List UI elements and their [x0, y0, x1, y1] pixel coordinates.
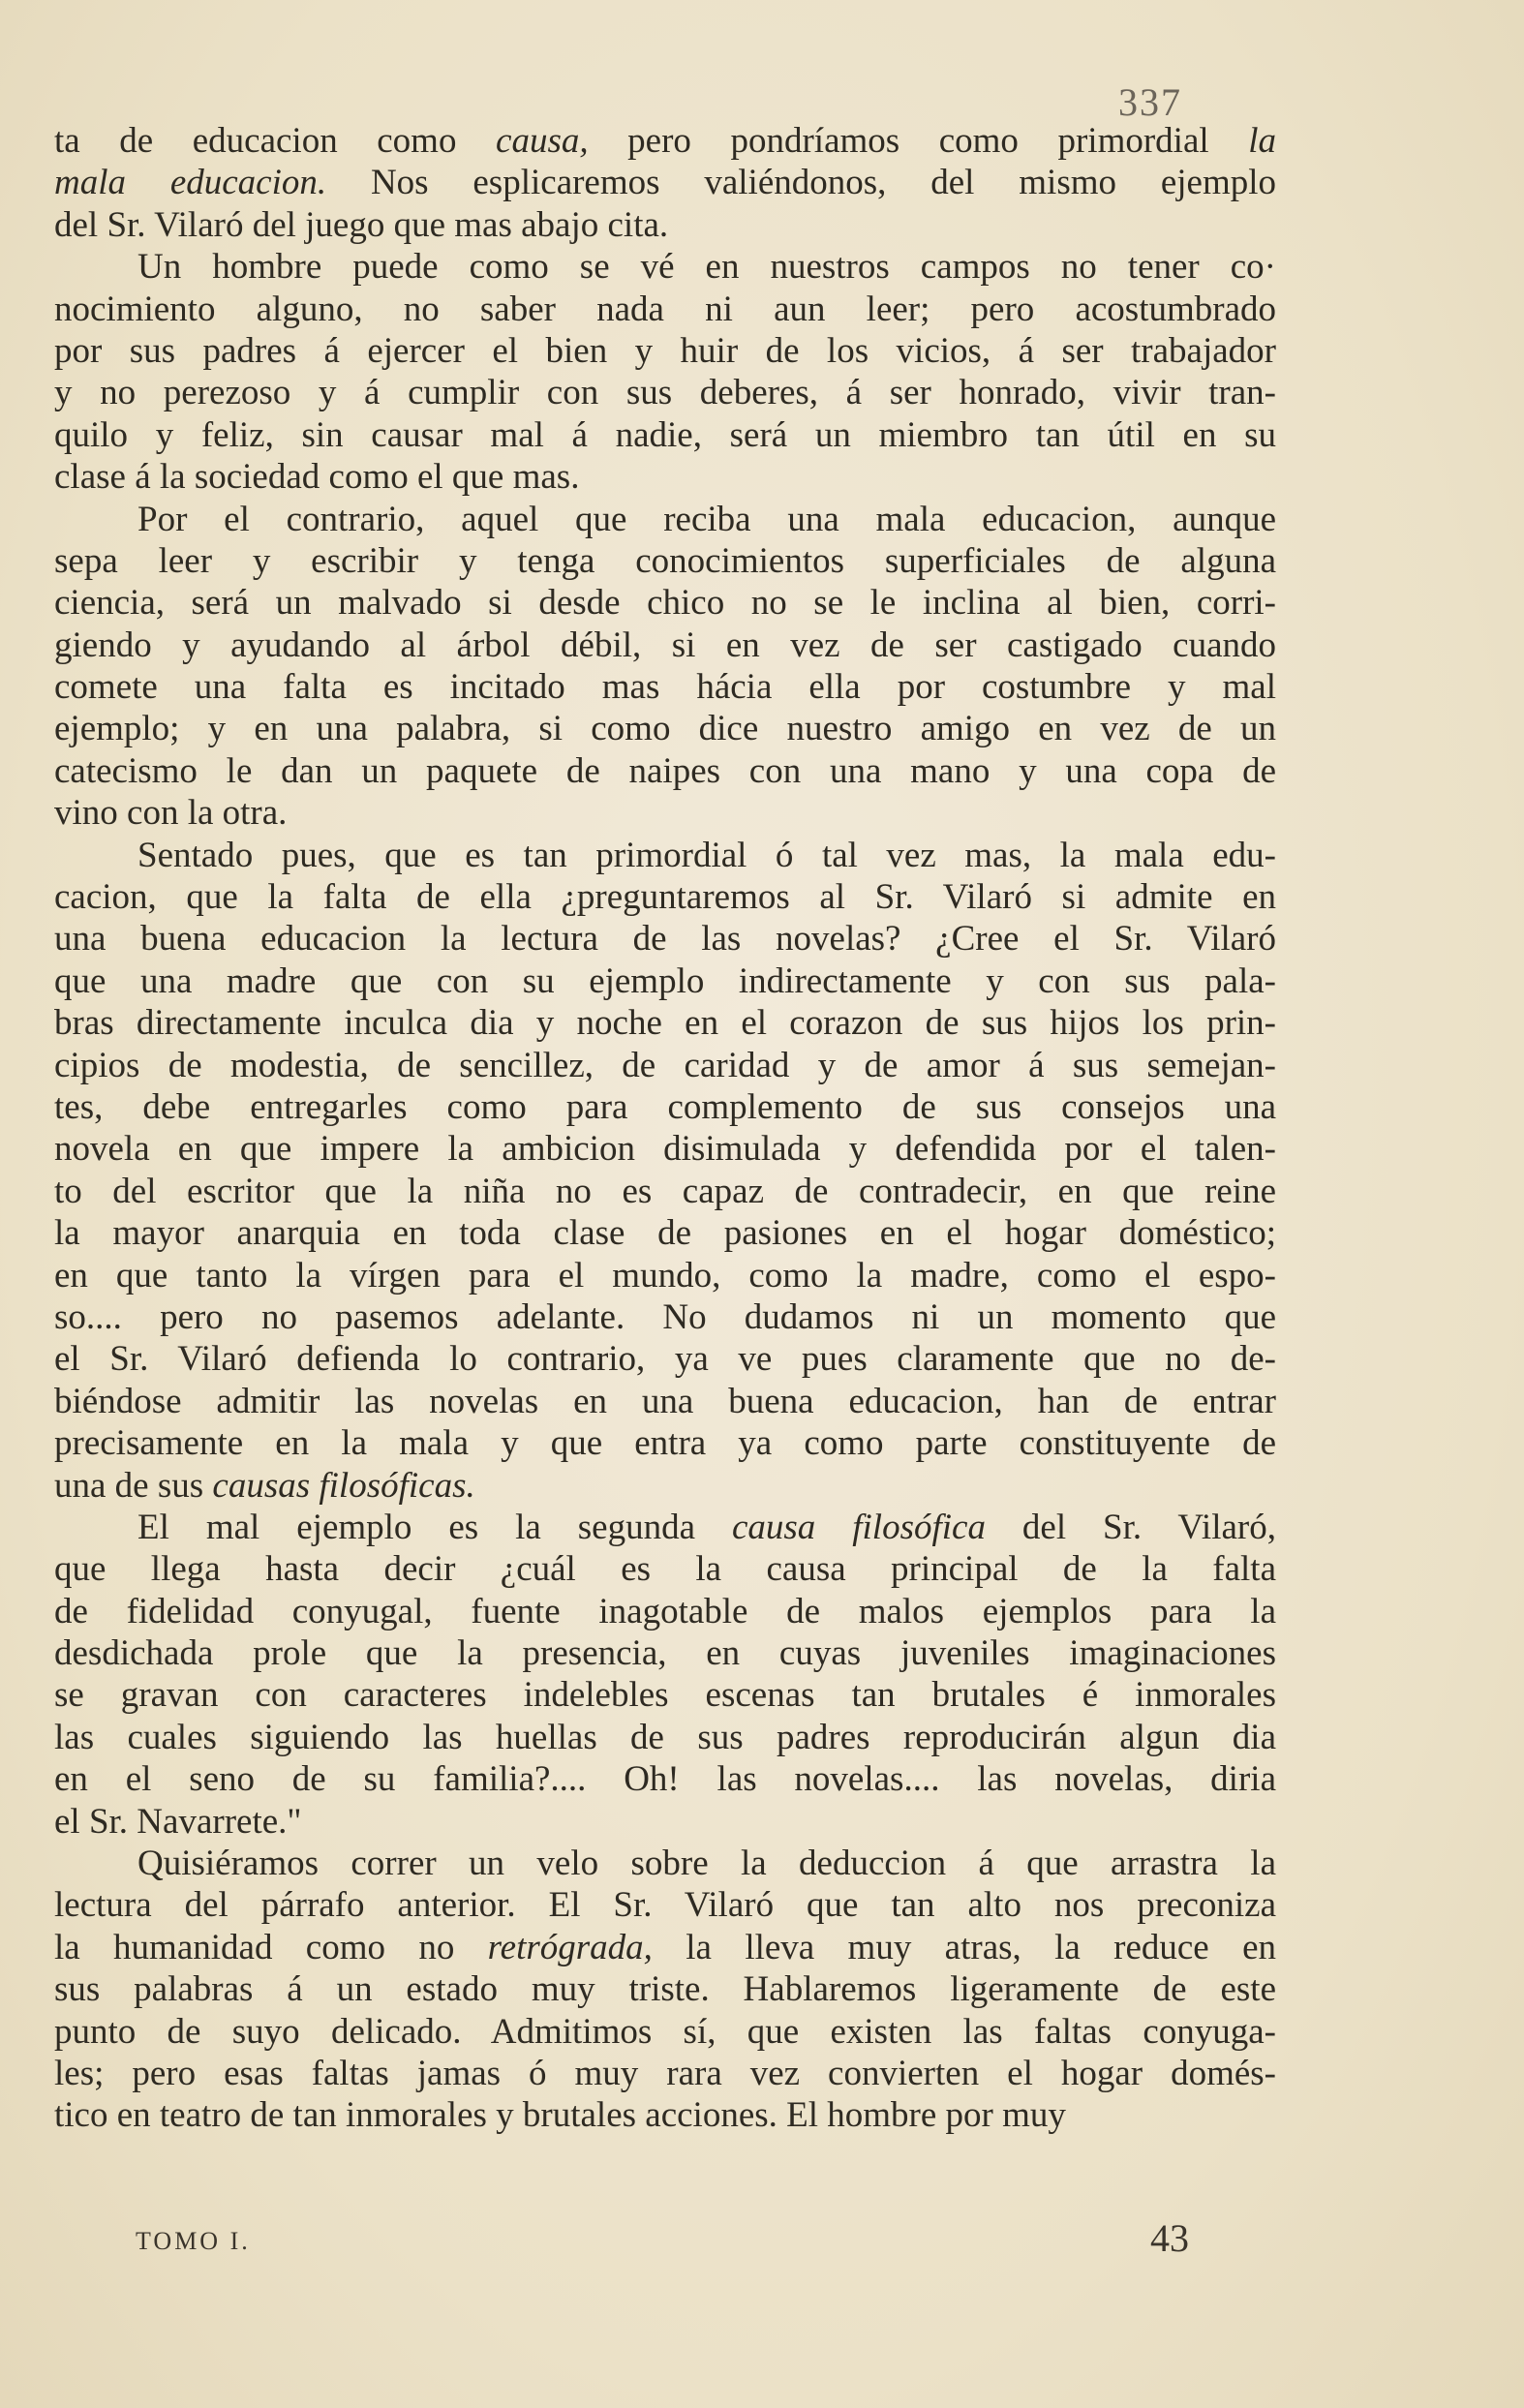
text-line [54, 625, 1276, 666]
text-segment: nocimiento alguno, no saber nada ni aun leer; pero acostumbrado [54, 289, 1276, 329]
volume-label: TOMO I. [136, 2227, 251, 2255]
text-line [54, 499, 1276, 540]
text-line [54, 708, 1276, 749]
text-segment: la lleva muy atras, la reduce en [652, 1927, 1276, 1967]
text-line [54, 666, 1276, 708]
text-segment: Por el contrario, aquel que reciba una mala educacion, aunque [137, 499, 1276, 539]
text-segment: y no perezoso y á cumplir con sus deberes, á ser honrado, vivir tran- [54, 373, 1276, 413]
text-line [54, 835, 1276, 876]
text-line [54, 330, 1276, 372]
text-line [54, 162, 1276, 203]
text-segment: causa, [496, 121, 589, 161]
text-segment: la mayor anarquia en toda clase de pasiones en el hogar doméstico; [54, 1213, 1276, 1254]
text-line [54, 1591, 1276, 1632]
text-segment: cipios de modestia, de sencillez, de caridad y de amor á sus semejan- [54, 1045, 1276, 1085]
text-segment: novela en que impere la ambicion disimulada y defendida por el talen- [54, 1129, 1276, 1170]
text-segment: mala educacion. [54, 163, 327, 203]
text-line [54, 1212, 1276, 1254]
text-line [54, 414, 1276, 456]
text-segment: Sentado pues, que es tan primordial ó tal vez mas, la mala edu- [137, 835, 1276, 875]
text-segment: retrógrada, [487, 1927, 653, 1967]
text-line [54, 582, 1276, 624]
text-line [54, 372, 1276, 413]
text-segment: tico en teatro de tan inmorales y brutales acciones. El hombre por muy [54, 2095, 1066, 2136]
text-segment: El mal ejemplo es la segunda [137, 1507, 732, 1547]
text-line [54, 1465, 1276, 1507]
body-text [54, 120, 1276, 2137]
text-line [54, 540, 1276, 582]
text-line [54, 1086, 1276, 1128]
text-segment: que llega hasta decir ¿cuál es la causa principal de la falta [54, 1549, 1276, 1590]
text-line [54, 456, 1276, 498]
text-segment: del Sr. Vilaró, [985, 1507, 1276, 1547]
text-segment: biéndose admitir las novelas en una buena educacion, han de entrar [54, 1381, 1276, 1421]
text-segment: to del escritor que la niña no es capaz de contradecir, en que reine [54, 1171, 1276, 1211]
text-segment: se gravan con caracteres indelebles escenas tan brutales é inmorales [54, 1675, 1276, 1716]
text-line [54, 918, 1276, 960]
text-segment: clase á la sociedad como el que mas. [54, 457, 580, 498]
text-line [54, 1381, 1276, 1422]
text-line [54, 204, 1276, 246]
text-line [54, 1968, 1276, 2010]
text-segment: de fidelidad conyugal, fuente inagotable de malos ejemplos para la [54, 1591, 1276, 1631]
text-line [54, 120, 1276, 162]
text-line [54, 1548, 1276, 1590]
text-line [54, 1674, 1276, 1716]
text-segment: precisamente en la mala y que entra ya como parte constituyente de [54, 1423, 1276, 1464]
text-segment: en que tanto la vírgen para el mundo, como la madre, como el espo- [54, 1255, 1276, 1295]
text-segment: sepa leer y escribir y tenga conocimientos superficiales de alguna [54, 540, 1276, 581]
text-segment: bras directamente inculca dia y noche en el corazon de sus hijos los prin- [54, 1003, 1276, 1044]
signature-mark: 43 [1150, 2216, 1189, 2260]
text-segment: sus palabras á un estado muy triste. Hablaremos ligeramente de este [54, 1969, 1276, 2010]
text-line [54, 289, 1276, 330]
text-line [54, 792, 1276, 834]
text-segment: Nos esplicaremos valiéndonos, del mismo ejemplo [326, 163, 1276, 203]
text-line [54, 1171, 1276, 1212]
text-line [54, 1801, 1276, 1843]
text-line [54, 750, 1276, 792]
text-segment: ciencia, será un malvado si desde chico no se le inclina al bien, corri- [54, 583, 1276, 624]
text-segment: la [1248, 121, 1276, 161]
text-segment: giendo y ayudando al árbol débil, si en vez de ser castigado cuando [54, 625, 1276, 665]
text-line [54, 1422, 1276, 1464]
text-line [54, 1927, 1276, 1968]
text-line [54, 1884, 1276, 1926]
text-line [54, 1717, 1276, 1758]
text-line [54, 1296, 1276, 1338]
text-segment: vino con la otra. [54, 793, 288, 834]
text-segment: que una madre que con su ejemplo indirectamente y con sus pala- [54, 960, 1276, 1001]
text-segment: lectura del párrafo anterior. El Sr. Vilaró que tan alto nos preconiza [54, 1885, 1276, 1926]
text-segment: el Sr. Navarrete." [54, 1801, 302, 1842]
text-line [54, 1045, 1276, 1086]
text-segment: les; pero esas faltas jamas ó muy rara vez convierten el hogar domés- [54, 2053, 1276, 2093]
text-segment: catecismo le dan un paquete de naipes con una mano y una copa de [54, 750, 1276, 791]
text-line [54, 1002, 1276, 1044]
text-line [54, 1128, 1276, 1170]
text-line [54, 246, 1276, 288]
text-segment: causas filosóficas. [212, 1465, 475, 1506]
text-segment: causa filosófica [731, 1507, 986, 1547]
text-segment: pero pondríamos como primordial [588, 121, 1249, 161]
text-segment: punto de suyo delicado. Admitimos sí, que existen las faltas conyuga- [54, 2011, 1276, 2052]
text-line [54, 2094, 1276, 2136]
text-segment: so.... pero no pasemos adelante. No dudamos ni un momento que [54, 1296, 1276, 1337]
text-line [54, 1632, 1276, 1674]
text-line [54, 2011, 1276, 2053]
text-segment: por sus padres á ejercer el bien y huir de los vicios, á ser trabajador [54, 330, 1276, 371]
text-line [54, 960, 1276, 1002]
text-segment: la humanidad como no [54, 1927, 488, 1967]
text-segment: una buena educacion la lectura de las novelas? ¿Cree el Sr. Vilaró [54, 919, 1276, 960]
text-segment: desdichada prole que la presencia, en cuyas juveniles imaginaciones [54, 1633, 1276, 1674]
text-line [54, 1843, 1276, 1884]
page-number: 337 [1118, 80, 1182, 124]
text-line [54, 1338, 1276, 1380]
text-segment: una de sus [54, 1465, 213, 1506]
text-segment: ta de educacion como [54, 121, 497, 161]
text-segment: del Sr. Vilaró del juego que mas abajo cita. [54, 204, 669, 245]
text-segment: cacion, que la falta de ella ¿preguntaremos al Sr. Vilaró si admite en [54, 877, 1276, 918]
text-segment: en el seno de su familia?.... Oh! las novelas.... las novelas, diria [54, 1759, 1276, 1800]
text-line [54, 1255, 1276, 1296]
text-line [54, 1507, 1276, 1548]
text-segment: Un hombre puede como se vé en nuestros campos no tener co· [137, 247, 1276, 288]
text-line [54, 2053, 1276, 2094]
text-segment: el Sr. Vilaró defienda lo contrario, ya ve pues claramente que no de- [54, 1339, 1276, 1380]
text-segment: ejemplo; y en una palabra, si como dice nuestro amigo en vez de un [54, 709, 1276, 749]
text-line [54, 876, 1276, 918]
text-segment: las cuales siguiendo las huellas de sus padres reproducirán algun dia [54, 1717, 1276, 1757]
text-line [54, 1758, 1276, 1800]
text-segment: quilo y feliz, sin causar mal á nadie, será un miembro tan útil en su [54, 414, 1276, 455]
text-segment: comete una falta es incitado mas hácia ella por costumbre y mal [54, 667, 1276, 708]
text-segment: tes, debe entregarles como para complemento de sus consejos una [54, 1086, 1276, 1127]
text-segment: Quisiéramos correr un velo sobre la deduccion á que arrastra la [137, 1844, 1276, 1884]
